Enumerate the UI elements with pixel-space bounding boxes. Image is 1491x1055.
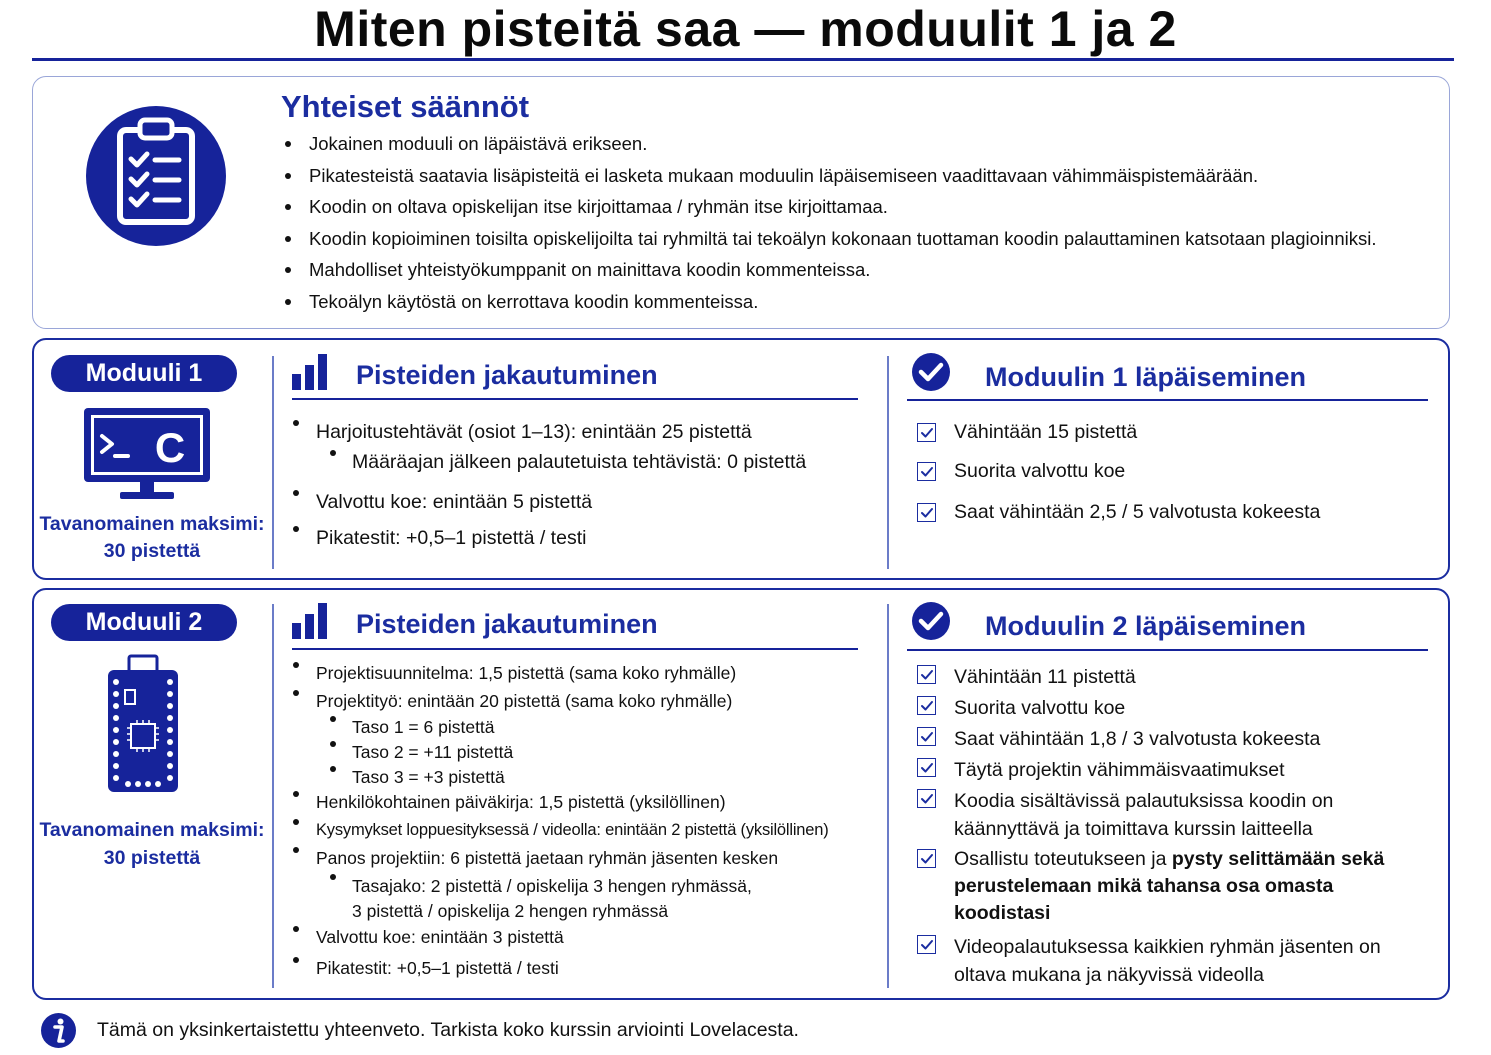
list-item: Projektisuunnitelma: 1,5 pistettä (sama koko ryhmälle) bbox=[290, 662, 829, 690]
module-2-max-label: Tavanomainen maksimi: bbox=[39, 819, 265, 841]
bar-chart-icon bbox=[292, 354, 328, 390]
list-item: Panos projektiin: 6 pistettä jaetaan ryhmän jäsenten kesken bbox=[290, 847, 829, 874]
sub-item-text-continued: 3 pistettä / opiskelija 2 hengen ryhmässä bbox=[352, 900, 669, 921]
list-item: Taso 3 = +3 pistettä bbox=[290, 766, 829, 791]
module-1-pass-header bbox=[911, 352, 1306, 392]
pass-item-text: Koodia sisältävissä palautuksissa koodin on bbox=[954, 790, 1334, 812]
svg-text:C: C bbox=[154, 424, 186, 471]
page-title: Miten pisteitä saa — moduulit 1 ja 2 bbox=[314, 1, 1177, 57]
list-item bbox=[916, 725, 1384, 756]
pass-item-emphasis: perustelemaan mikä tahansa osa omasta bbox=[954, 875, 1334, 897]
pass-item-text: Vähintään 11 pistettä bbox=[954, 666, 1136, 688]
list-item: Jokainen moduuli on läpäistävä erikseen. bbox=[281, 133, 1431, 165]
section-rule bbox=[907, 649, 1428, 651]
module-1-points-header bbox=[292, 354, 658, 390]
module-1-pass-list bbox=[916, 420, 1320, 530]
list-item: Pikatestit: +0,5–1 pistettä / testi bbox=[290, 526, 806, 556]
divider bbox=[887, 604, 889, 988]
module-2-pass-header bbox=[911, 601, 1306, 641]
module-2-badge: Moduuli 2 bbox=[51, 604, 237, 641]
module-1-points-list bbox=[290, 420, 806, 556]
list-item: Valvottu koe: enintään 5 pistettä bbox=[290, 490, 806, 526]
checkbox-checked-icon bbox=[917, 789, 936, 808]
list-item: Pikatesteistä saatavia lisäpisteitä ei lasketa mukaan moduulin läpäisemiseen vaadittavaan vähimmäispistemäärään. bbox=[281, 165, 1431, 197]
pass-item-emphasis: pysty selittämään sekä bbox=[1171, 848, 1385, 870]
module-2-max-value: 30 pistettä bbox=[103, 847, 201, 869]
list-item bbox=[916, 787, 1384, 846]
list-item: Harjoitustehtävät (osiot 1–13): enintään 25 pistettä bbox=[290, 420, 806, 450]
monitor-c-terminal-icon bbox=[82, 406, 212, 502]
footer-text: Tämä on yksinkertaistettu yhteenveto. Tarkista koko kurssin arviointi Lovelacesta. bbox=[97, 1018, 799, 1041]
checkbox-checked-icon bbox=[917, 423, 936, 442]
list-item: Projektityö: enintään 20 pistettä (sama koko ryhmälle) bbox=[290, 690, 829, 716]
checkbox-checked-icon bbox=[917, 849, 936, 868]
clipboard-checklist-icon bbox=[85, 103, 227, 249]
module-1-max-value: 30 pistettä bbox=[103, 540, 201, 562]
module-1-max-label: Tavanomainen maksimi: bbox=[39, 513, 265, 535]
common-rules-heading: Yhteiset säännöt bbox=[281, 89, 530, 124]
pass-item-text: Saat vähintään 1,8 / 3 valvotusta kokeesta bbox=[954, 728, 1321, 750]
section-rule bbox=[292, 398, 858, 400]
list-item: Taso 1 = 6 pistettä bbox=[290, 716, 829, 741]
list-item bbox=[916, 420, 1320, 459]
footer-note bbox=[40, 1010, 799, 1050]
module-1-pass-heading: Moduulin 1 läpäiseminen bbox=[985, 362, 1307, 392]
list-item bbox=[916, 694, 1384, 725]
checkbox-checked-icon bbox=[917, 758, 936, 777]
list-item bbox=[916, 459, 1320, 500]
module-1-badge: Moduuli 1 bbox=[51, 355, 237, 392]
list-item: Koodin kopioiminen toisilta opiskelijoilta tai ryhmiltä tai tekoälyn kokonaan tuottaman koodin palauttaminen katsotaan plagioinniksi. bbox=[281, 228, 1431, 260]
pass-item-text: käännyttävä ja toimittava kurssin laitteella bbox=[954, 818, 1313, 840]
microcontroller-board-icon bbox=[105, 654, 181, 794]
pass-item-text: Osallistu toteutukseen ja bbox=[954, 848, 1172, 870]
checkbox-checked-icon bbox=[917, 935, 936, 954]
section-rule bbox=[907, 399, 1428, 401]
list-item bbox=[916, 663, 1384, 694]
checkbox-checked-icon bbox=[917, 503, 936, 522]
sub-item-text: Tasajako: 2 pistettä / opiskelija 3 hengen ryhmässä, bbox=[352, 875, 752, 896]
divider bbox=[272, 604, 274, 988]
list-item: Tekoälyn käytöstä on kerrottava koodin kommenteissa. bbox=[281, 291, 1431, 323]
module-2-points-list bbox=[290, 662, 829, 983]
list-item: Taso 2 = +11 pistettä bbox=[290, 741, 829, 766]
common-rules-list bbox=[281, 133, 1431, 323]
pass-item-text: Videopalautuksessa kaikkien ryhmän jäsenten on bbox=[954, 936, 1381, 958]
checkbox-checked-icon bbox=[917, 727, 936, 746]
pass-item-text: Vähintään 15 pistettä bbox=[954, 421, 1138, 443]
list-item: Mahdolliset yhteistyökumppanit on mainittava koodin kommenteissa. bbox=[281, 259, 1431, 291]
list-item: Henkilökohtainen päiväkirja: 1,5 pistettä (yksilöllinen) bbox=[290, 791, 829, 819]
title-underline bbox=[32, 58, 1454, 61]
module-2-card bbox=[32, 588, 1450, 1000]
pass-item-text: Täytä projektin vähimmäisvaatimukset bbox=[954, 759, 1285, 781]
list-item: Koodin on oltava opiskelijan itse kirjoittamaa / ryhmän itse kirjoittamaa. bbox=[281, 196, 1431, 228]
list-item: Valvottu koe: enintään 3 pistettä bbox=[290, 926, 829, 957]
pass-item-text: Suorita valvottu koe bbox=[954, 697, 1126, 719]
check-circle-icon bbox=[911, 352, 951, 392]
pass-item-text: Suorita valvottu koe bbox=[954, 460, 1126, 482]
list-item bbox=[916, 500, 1320, 530]
list-item bbox=[290, 874, 829, 926]
checkbox-checked-icon bbox=[917, 462, 936, 481]
module-1-points-heading: Pisteiden jakautuminen bbox=[356, 360, 658, 390]
bar-chart-icon bbox=[292, 603, 328, 639]
pass-item-emphasis: koodistasi bbox=[954, 902, 1051, 924]
info-icon bbox=[40, 1012, 77, 1049]
checkbox-checked-icon bbox=[917, 665, 936, 684]
list-item: Pikatestit: +0,5–1 pistettä / testi bbox=[290, 957, 829, 983]
divider bbox=[272, 356, 274, 569]
module-2-pass-heading: Moduulin 2 läpäiseminen bbox=[985, 611, 1307, 641]
check-circle-icon bbox=[911, 601, 951, 641]
list-item: Kysymykset loppuesityksessä / videolla: enintään 2 pistettä (yksilöllinen) bbox=[290, 819, 829, 847]
list-item: Määräajan jälkeen palautetuista tehtävistä: 0 pistettä bbox=[290, 450, 806, 490]
checkbox-checked-icon bbox=[917, 696, 936, 715]
module-2-points-heading: Pisteiden jakautuminen bbox=[356, 609, 658, 639]
pass-item-text: Saat vähintään 2,5 / 5 valvotusta kokeesta bbox=[954, 501, 1321, 523]
list-item bbox=[916, 756, 1384, 787]
module-2-points-header bbox=[292, 603, 658, 639]
pass-item-text: oltava mukana ja näkyvissä videolla bbox=[954, 964, 1265, 986]
list-item bbox=[916, 933, 1384, 991]
list-item bbox=[916, 846, 1384, 933]
divider bbox=[887, 356, 889, 569]
module-1-card bbox=[32, 338, 1450, 580]
common-rules-card bbox=[32, 76, 1450, 329]
module-2-pass-list bbox=[916, 663, 1384, 991]
section-rule bbox=[292, 648, 858, 650]
